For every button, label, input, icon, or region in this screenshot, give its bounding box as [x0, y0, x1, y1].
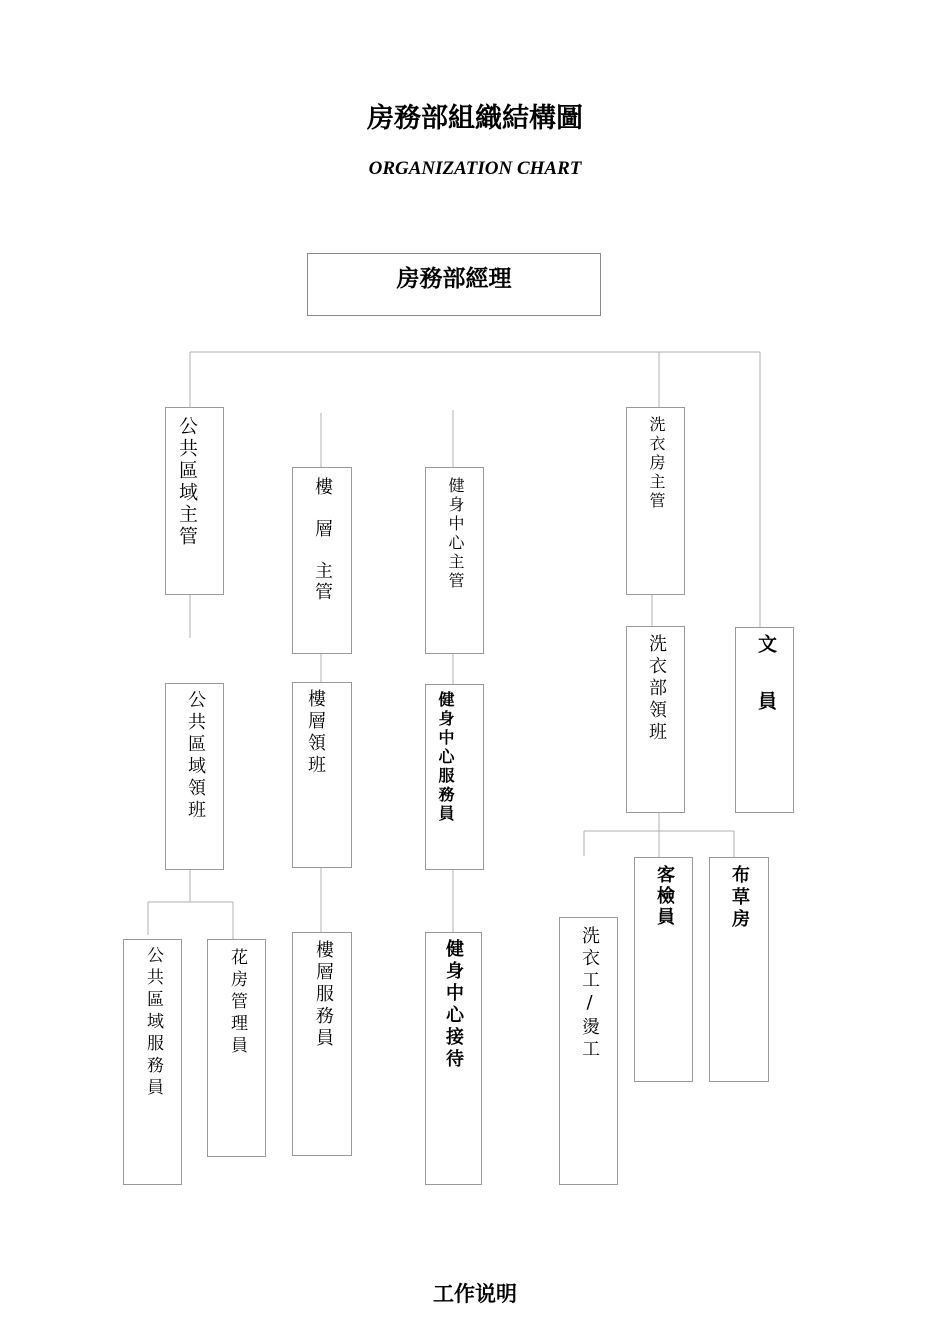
- public-area-attendant-box: [123, 939, 182, 1185]
- public-area-captain-label: 公共區域領班: [185, 690, 206, 822]
- clerk-label: 文 員: [755, 634, 777, 710]
- fitness-supervisor-label: 健身中心主管: [446, 477, 465, 591]
- public-area-supervisor-label: 公共區域主管: [176, 416, 198, 548]
- fitness-receptionist-label: 健身中心接待: [443, 939, 464, 1071]
- laundry-captain-label: 洗衣部領班: [646, 634, 667, 744]
- laundry-supervisor-box: [626, 407, 685, 595]
- page-subtitle: ORGANIZATION CHART: [368, 158, 582, 179]
- laundry-captain-box: [626, 626, 685, 813]
- clerk-box: [735, 627, 794, 813]
- fitness-attendant-label: 健身中心服務員: [436, 691, 455, 824]
- floor-supervisor-box: [292, 467, 352, 654]
- linen-room-box: [709, 857, 769, 1082]
- manager-box: [307, 253, 601, 316]
- floor-attendant-label: 樓層服務員: [313, 940, 334, 1050]
- public-area-supervisor-box: [165, 407, 224, 595]
- fitness-receptionist-box: [425, 932, 482, 1185]
- fitness-supervisor-box: [425, 467, 484, 654]
- florist-box: [207, 939, 266, 1157]
- floor-attendant-box: [292, 932, 352, 1156]
- public-area-captain-box: [165, 683, 224, 870]
- laundry-worker-label: 洗衣工/燙工: [579, 926, 600, 1061]
- linen-room-label: 布草房: [729, 865, 750, 931]
- florist-label: 花房管理員: [227, 948, 247, 1058]
- page-title: 房務部組織結構圖: [367, 103, 583, 134]
- laundry-supervisor-label: 洗衣房主管: [647, 416, 666, 511]
- laundry-worker-box: [559, 917, 618, 1185]
- manager-label: 房務部經理: [396, 266, 512, 292]
- public-area-attendant-label: 公共區域服務員: [143, 946, 163, 1100]
- footer-title: 工作说明: [433, 1282, 517, 1306]
- guest-inspector-box: [634, 857, 693, 1082]
- floor-supervisor-label: 樓 層 主管: [312, 477, 333, 603]
- floor-captain-box: [292, 682, 352, 868]
- floor-captain-label: 樓層領班: [305, 689, 326, 777]
- guest-inspector-label: 客檢員: [654, 865, 675, 928]
- fitness-attendant-box: [425, 684, 484, 870]
